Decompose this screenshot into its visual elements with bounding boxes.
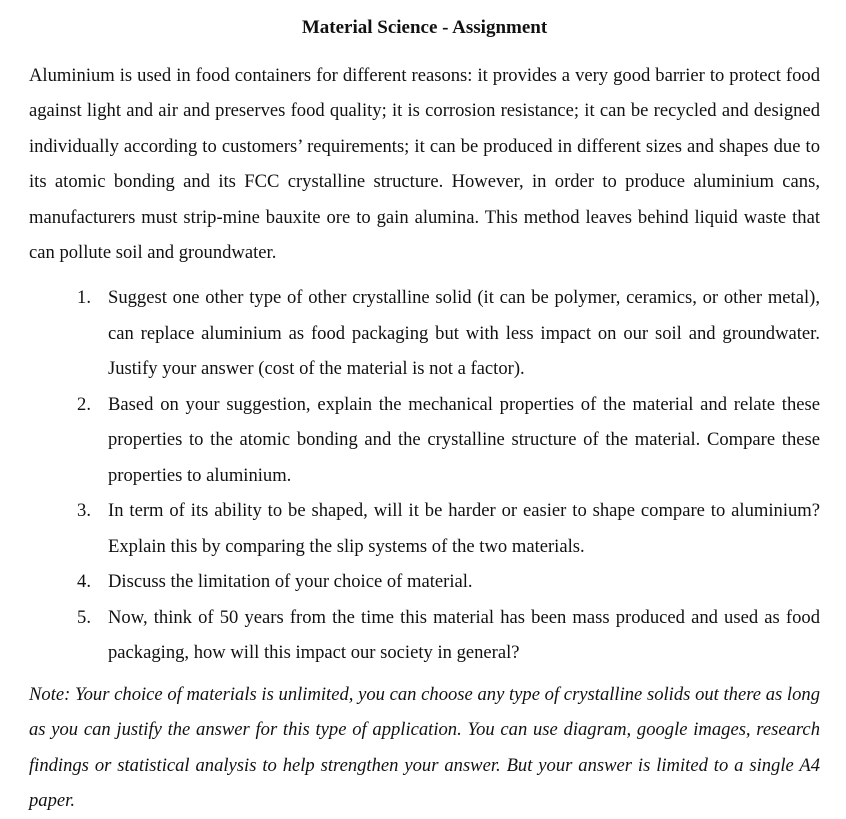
question-number: 5. <box>77 606 91 628</box>
question-number: 1. <box>77 287 91 309</box>
document-title: Material Science - Assignment <box>301 17 548 38</box>
question-item <box>29 564 820 600</box>
question-text: Discuss the limitation of your choice of material. <box>108 571 473 593</box>
question-item <box>29 387 820 494</box>
question-number: 3. <box>77 500 91 522</box>
question-item <box>29 493 820 564</box>
question-item <box>29 280 820 387</box>
question-text: Now, think of 50 years from the time this material has been mass produced and used as food packaging, how will this impact our society in general? <box>108 606 820 664</box>
question-number: 4. <box>77 571 91 593</box>
question-text: Suggest one other type of other crystalline solid (it can be polymer, ceramics, or other metal), can replace aluminium as food packaging but with less impact on our soil and groundwater. Justify your answer (cost of the material is not a factor). <box>108 287 820 380</box>
question-number: 2. <box>77 393 91 415</box>
question-text: Based on your suggestion, explain the mechanical properties of the material and relate these properties to the atomic bonding and the crystalline structure of the material. Compare these properties to aluminium. <box>108 393 820 486</box>
question-list <box>29 280 820 671</box>
question-item <box>29 600 820 671</box>
note-paragraph: Note: Your choice of materials is unlimited, you can choose any type of crystalline solids out there as long as you can justify the answer for this type of application. You can use diagram, google images, research findings or statistical analysis to help strengthen your answer. But your answer is limited to a single A4 paper. <box>29 683 820 811</box>
question-text: In term of its ability to be shaped, will it be harder or easier to shape compare to aluminium? Explain this by comparing the slip systems of the two materials. <box>108 500 820 557</box>
intro-paragraph: Aluminium is used in food containers for different reasons: it provides a very good barrier to protect food against light and air and preserves food quality; it is corrosion resistance; it can be recycled and designed individually according to customers’ requirements; it can be produced in different sizes and shapes due to its atomic bonding and its FCC crystalline structure. However, in order to produce aluminium cans, manufacturers must strip-mine bauxite ore to gain alumina. This method leaves behind liquid waste that can pollute soil and groundwater. <box>29 65 820 264</box>
